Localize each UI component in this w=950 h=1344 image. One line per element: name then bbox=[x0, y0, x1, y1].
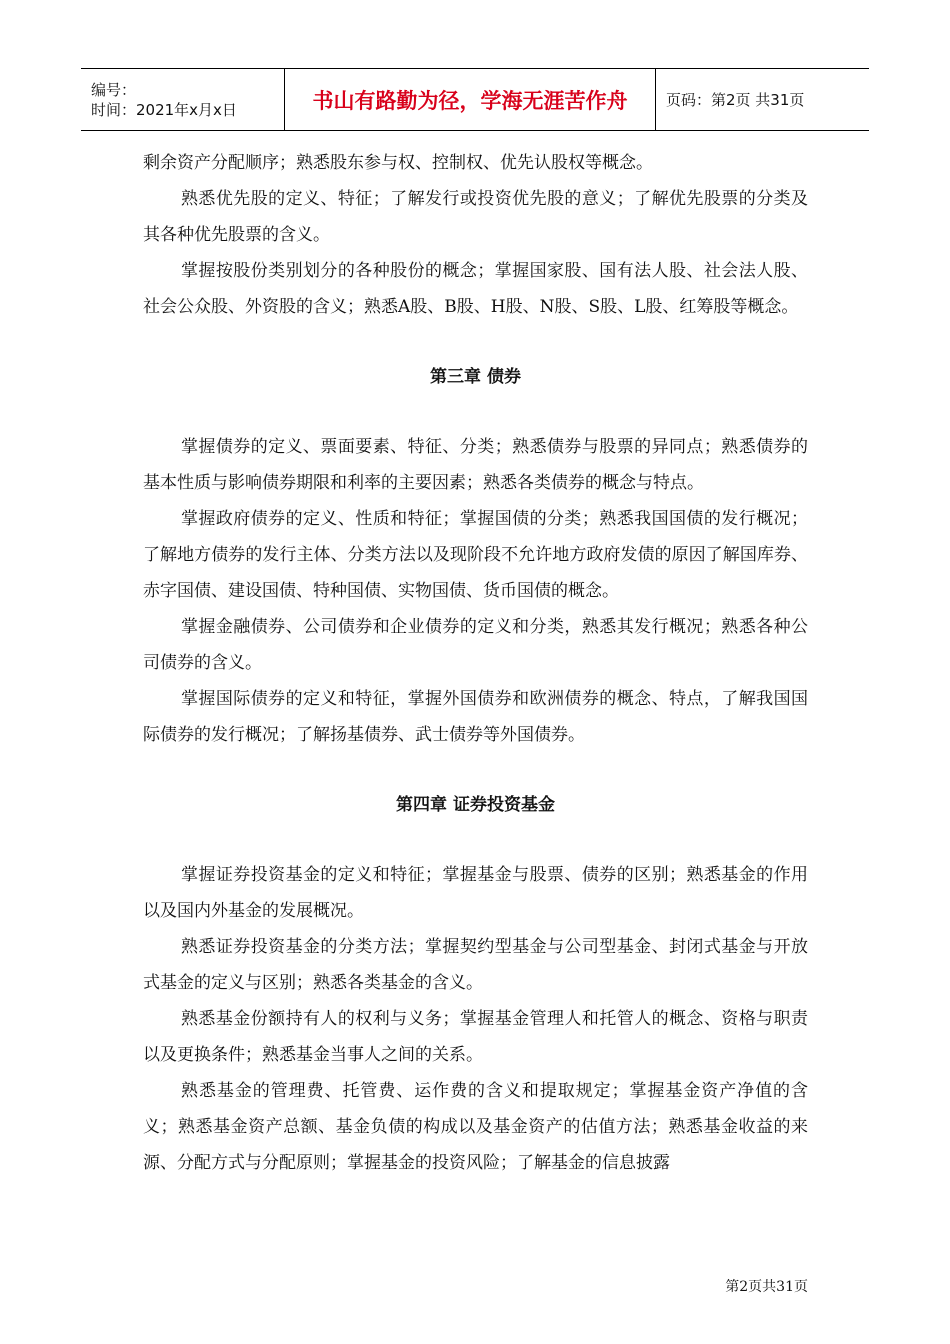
document-number-label: 编号： bbox=[91, 80, 137, 99]
document-time-label: 时间：2021年x月x日 bbox=[91, 100, 237, 119]
header-meta bbox=[81, 69, 284, 130]
chapter-heading: 第四章 证券投资基金 bbox=[396, 795, 555, 815]
paragraph: 掌握政府债券的定义、性质和特征；掌握国债的分类；熟悉我国国债的发行概况；了解地方债券的发行主体、分类方法以及现阶段不允许地方政府发债的原因了解国库券、赤字国债、建设国债、特种国债、实物国债、货币国债的概念。 bbox=[143, 509, 808, 601]
chapter-heading: 第三章 债券 bbox=[430, 367, 521, 387]
paragraph: 掌握金融债券、公司债券和企业债券的定义和分类，熟悉其发行概况；熟悉各种公司债券的含义。 bbox=[143, 617, 808, 673]
paragraph: 熟悉基金份额持有人的权利与义务；掌握基金管理人和托管人的概念、资格与职责以及更换条件；熟悉基金当事人之间的关系。 bbox=[143, 1009, 808, 1065]
paragraph: 掌握国际债券的定义和特征，掌握外国债券和欧洲债券的概念、特点，了解我国国际债券的发行概况；了解扬基债券、武士债券等外国债券。 bbox=[143, 689, 808, 745]
header-motto: 书山有路勤为径，学海无涯苦作舟 bbox=[284, 69, 656, 130]
paragraph: 掌握债券的定义、票面要素、特征、分类；熟悉债券与股票的异同点；熟悉债券的基本性质与影响债券期限和利率的主要因素；熟悉各类债券的概念与特点。 bbox=[143, 437, 808, 493]
paragraph: 熟悉基金的管理费、托管费、运作费的含义和提取规定；掌握基金资产净值的含义；熟悉基金资产总额、基金负债的构成以及基金资产的估值方法；熟悉基金收益的来源、分配方式与分配原则；掌握基金的投资风险；了解基金的信息披露 bbox=[143, 1081, 808, 1173]
document-body bbox=[143, 145, 808, 1181]
paragraph: 掌握按股份类别划分的各种股份的概念；掌握国家股、国有法人股、社会法人股、社会公众股、外资股的含义；熟悉A股、B股、H股、N股、S股、L股、红筹股等概念。 bbox=[143, 261, 808, 317]
paragraph: 熟悉证券投资基金的分类方法；掌握契约型基金与公司型基金、封闭式基金与开放式基金的定义与区别；熟悉各类基金的含义。 bbox=[143, 937, 808, 993]
paragraph: 剩余资产分配顺序；熟悉股东参与权、控制权、优先认股权等概念。 bbox=[143, 153, 653, 173]
paragraph: 熟悉优先股的定义、特征；了解发行或投资优先股的意义；了解优先股票的分类及其各种优先股票的含义。 bbox=[143, 189, 808, 245]
header-page-info: 页码：第2页 共31页 bbox=[666, 91, 805, 109]
page-footer: 第2页共31页 bbox=[725, 1279, 808, 1295]
page-header bbox=[81, 68, 869, 131]
paragraph: 掌握证券投资基金的定义和特征；掌握基金与股票、债券的区别；熟悉基金的作用以及国内外基金的发展概况。 bbox=[143, 865, 808, 921]
